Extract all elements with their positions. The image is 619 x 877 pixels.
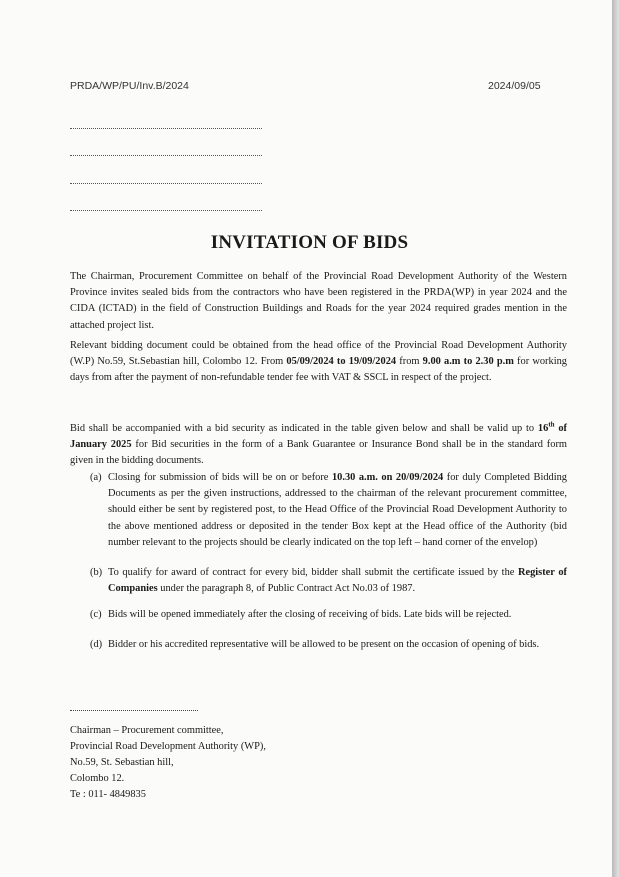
bidding-document-paragraph: [70, 338, 567, 387]
signature-line: [70, 710, 198, 711]
document-date: 2024/09/05: [488, 80, 541, 92]
list-item-b: [90, 565, 567, 597]
reference-number: PRDA/WP/PU/Inv.B/2024: [70, 80, 189, 92]
address-line-blank: [70, 210, 262, 211]
list-item-text: Closing for submission of bids will be on or before 10.30 a.m. on 20/09/2024 for duly Completed Bidding Documents as per the given instructions, addressed to the chairman of the relevant procurement committee, should either be sent by registered post, to the Head Office of the Provincial Road Development Authority to the above mentioned address or deposited in the tender Box kept at the Head office of the Authority (bid number relevant to the projects should be clearly indicated on the top left – hand corner of the envelop): [108, 472, 567, 548]
address-city: Colombo 12.: [70, 773, 125, 784]
list-item-text: Bids will be opened immediately after the closing of receiving of bids. Late bids will be rejected.: [108, 609, 512, 620]
address-line-blank: [70, 155, 262, 156]
paragraph-text: for working days from after the payment of non-refundable tender fee with VAT & SSCL in respect of the project.: [70, 356, 567, 384]
signatory-title: Chairman – Procurement committee,: [70, 725, 224, 736]
validity-date: 16th of January 2025: [70, 420, 567, 451]
organization-name: Provincial Road Development Authority (WP),: [70, 741, 266, 752]
address-line-blank: [70, 128, 262, 129]
intro-paragraph: The Chairman, Procurement Committee on behalf of the Provincial Road Development Authority of the Western Province invites sealed bids from the contractors who have been registered in the PRDA(WP) in year 2024 and the CIDA (ICTAD) in the field of Construction Buildings and Roads for the year 2024 required grades mention in the attached project list.: [70, 271, 567, 331]
list-item-text: To qualify for award of contract for every bid, bidder shall submit the certificate issued by the Register of Companies under the paragraph 8, of Public Contract Act No.03 of 1987.: [108, 567, 567, 595]
paragraph-text: Bid shall be accompanied with a bid security as indicated in the table given below and shall be valid up to: [70, 423, 538, 434]
paragraph-text: for Bid securities in the form of a Bank Guarantee or Insurance Bond shall be in the standard form given in the bidding documents.: [70, 439, 567, 467]
list-item-a: [90, 470, 567, 551]
list-item-label: (c): [90, 609, 102, 620]
list-item-label: (d): [90, 639, 103, 650]
address-line: No.59, St. Sebastian hill,: [70, 757, 174, 768]
paragraph-text: Relevant bidding document could be obtained from the head office of the Provincial Road Development Authority (W.P) No.59, St.Sebastian hill, Colombo 12. From: [70, 340, 567, 368]
page-title: INVITATION OF BIDS: [210, 232, 409, 253]
page-edge-shadow: [612, 0, 619, 877]
list-item-c: [90, 607, 567, 623]
list-item-label: (a): [90, 472, 102, 483]
paragraph-text: from: [396, 356, 423, 368]
list-item-d: [90, 637, 567, 653]
address-line-blank: [70, 183, 262, 184]
issue-period: 05/09/2024 to 19/09/2024: [286, 356, 397, 368]
telephone: Te : 011- 4849835: [70, 789, 146, 800]
bid-security-paragraph: [70, 421, 567, 470]
signature-block: [70, 723, 266, 803]
list-item-text: Bidder or his accredited representative will be allowed to be present on the occasion of opening of bids.: [108, 639, 540, 650]
list-item-label: (b): [90, 567, 103, 578]
office-hours: 9.00 a.m to 2.30 p.m: [422, 356, 514, 368]
